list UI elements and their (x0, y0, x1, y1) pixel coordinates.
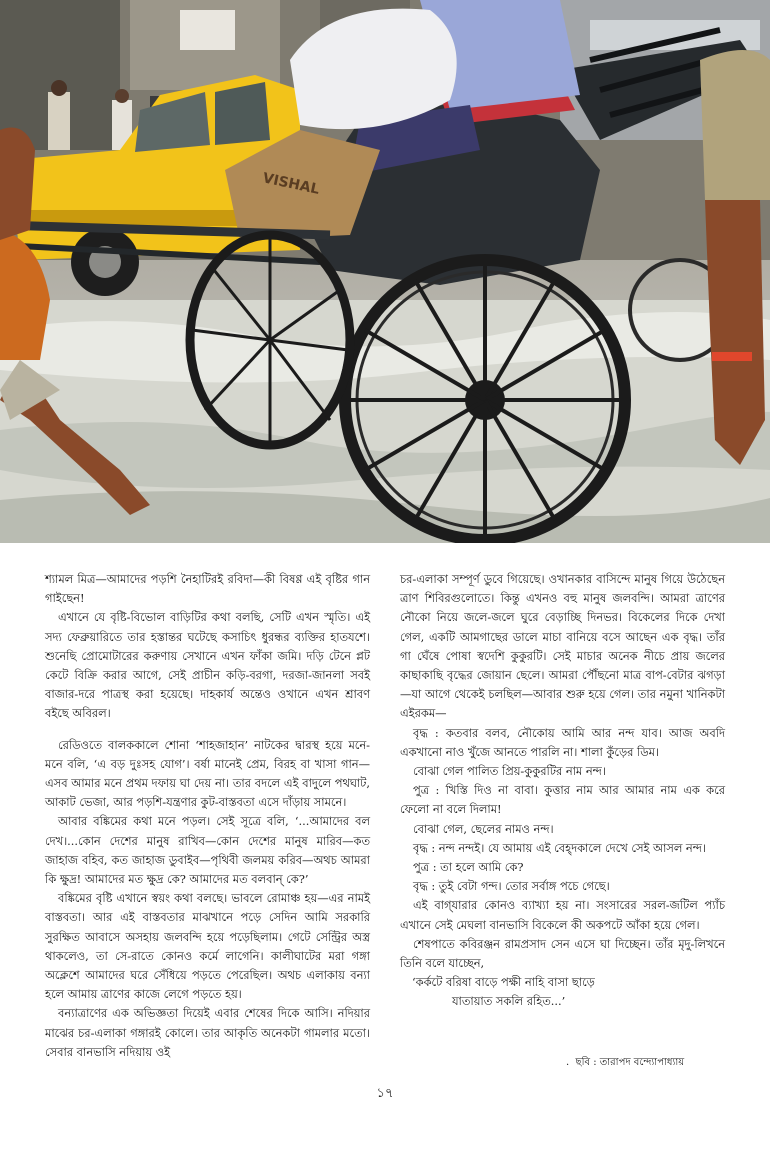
paragraph: বন্যাত্রাণের এক অভিজ্ঞতা দিয়েই এবার শেষের দিকে আসি। নদিয়ার মাঝের চর-এলাকা গঙ্গারই কোলে। তার আকৃতি অনেকটা গামলার মতো। সেবার বানভাসি নদিয়ায় ওই (45, 1006, 370, 1059)
dialogue-line: বৃদ্ধ : নন্দ নন্দই। যে আমায় এই বেহ্দকালে দেখে সেই আসল নন্দ। (413, 840, 706, 855)
article-body (45, 570, 725, 1070)
rickshaw-flood-photo (0, 0, 770, 543)
paragraph: শ্যামল মিত্র—আমাদের পড়শি নৈহাটিরই রবিদা—কী বিষণ্ণ এই বৃষ্টির গান গাইছেন! (45, 572, 370, 606)
paragraph: এখানে যে বৃষ্টি-বিভোল বাড়িটির কথা বলছি, সেটি এখন স্মৃতি। এই সদ্য ফেব্রুয়ারিতে তার হস্তান্তর ঘটেছে কসাচিৎ ধুরন্ধর ব্যক্তির হাতযশে। শুনেছি প্রোমোটারের করুণায় সেখানে এখন ফাঁকা জমি। দড়ি টেনে প্লট কেটে বিক্রি করার আগে, সেই প্রাচীন কড়ি-বরগা, দরজা-জানলা সবই বাজার-দরে পাত্রস্থ করা হয়েছে। দাহকার্য অন্তেও ওখানে এখন শ্রাবণ বইছে অবিরল। (45, 610, 370, 721)
paragraph: বোঝা গেল পালিত প্রিয়-কুকুরটির নাম নন্দ। (413, 764, 606, 779)
caption-bullet: . (566, 1057, 576, 1068)
dialogue-line: বৃদ্ধ : কতবার বলব, নৌকোয় আমি আর নন্দ যাব। আজ অবদি একখানো নাও খুঁজে আনতে পারলি না। শালা কুঁড়ের ডিম। (400, 725, 725, 759)
paragraph: চর-এলাকা সম্পূর্ণ ডুবে গিয়েছে। ওখানকার বাসিন্দে মানুষ গিয়ে উঠেছেন ত্রাণ শিবিরগুলোতে। কিন্তু এখনও বহু মানুষ জলবন্দি। আমরা ত্রাণের নৌকো নিয়ে জলে-জলে ঘুরে বেড়াচ্ছি দিনভর। বিকেলের দিকে দেখা গেল, একটি আমগাছের ডালে মাচা বানিয়ে বসে আছেন এক বৃদ্ধ। তাঁর গা ঘেঁষে পোষা স্বদেশি কুকুরটি। সেই মাচার অনেক নীচে প্রায় জলের কাছাকাছি বৃদ্ধের জোয়ান ছেলে। আমরা পৌঁছনো মাত্র বাপ-বেটার ঝগড়া—যা আগে থেকেই চলছিল—আবার শুরু হয়ে গেল। তার নমুনা খানিকটা এইরকম— (400, 572, 725, 721)
article-column-left (45, 570, 370, 1070)
dialogue-line: পুত্র : খিস্তি দিও না বাবা। কুত্তার নাম আর আমার নাম এক করে ফেলো না বলে দিলাম! (400, 783, 725, 817)
paragraph: বোঝা গেল, ছেলের নামও নন্দ। (413, 821, 554, 836)
paragraph: রেডিওতে বালককালে শোনা ‘শাহজাহান’ নাটকের দ্বারস্থ হয়ে মনে-মনে বলি, ‘এ বড় দুঃসহ যোগ’। বর্ষা মানেই প্রেম, বিরহ বা খাসা গান—এসব আমার মনে প্রথম দফায় ঘা দেয় না। তার বদলে এই বাদুলে পথঘাট, আকাট ভেজা, আর পড়শি-যন্ত্রণার কুট-বাস্তবতা এসে দাঁড়ায় সামনে। (45, 737, 370, 810)
sack-sign-text: VISHAL (261, 170, 321, 198)
dialogue-line: বৃদ্ধ : তুই বেটা গন্দ। তোর সর্বাঙ্গ পচে গেছে। (413, 879, 610, 894)
verse-line: ‘কর্কটে বরিষা বাড়ে পক্ষী নাহি বাসা ছাড়ে (412, 975, 595, 990)
page-number: ১৭ (376, 1086, 394, 1101)
paragraph: শেষপাতে কবিরঞ্জন রামপ্রসাদ সেন এসে ঘা দিচ্ছেন। তাঁর মৃদু-লিখনে তিনি বলে যাচ্ছেন, (400, 936, 725, 971)
verse-line: যাতায়াত সকলি রহিত...’ (452, 994, 566, 1009)
photo-credit-text: ছবি : তারাপদ বন্দ্যোপাধ্যায় (575, 1057, 685, 1068)
paragraph: বঙ্কিমের বৃষ্টি এখানে স্বয়ং কথা বলছে। ভাবলে রোমাঞ্চ হয়—এর নামই বাস্তবতা। আর এই বাস্তবতার মাঝখানে পড়ে সেদিন আমি সরকারি সুরক্ষিত আবাসে অসহায় জলবন্দি হয়ে পড়েছিলাম। গেটে সেন্ট্রির অস্ত্র থাকলেও, তা সে-রাতে কোনও কর্মে লাগেনি। কালীঘাটের মরা গঙ্গা অক্লেশে আমাদের ঘরে সেঁধিয়ে পড়তে পেরেছিল। অথচ এলাকায় বন্যা হলে আমায় ত্রাণের কাজে লেগে পড়তে হয়। (45, 891, 370, 1002)
dialogue-line: পুত্র : তা হলে আমি কে? (413, 860, 524, 875)
photo-credit (566, 1056, 684, 1070)
article-column-right (400, 570, 725, 1070)
paragraph: আবার বঙ্কিমের কথা মনে পড়ল। সেই সূত্রে বলি, ‘...আমাদের বল দেখ।...কোন দেশের মানুষ রাখিব—কোন দেশের মানুষ মারিব—কত জাহাজ বহিব, কত জাহাজ ডুবাইব—পৃথিবী জলময় করিব—অথচ আমরা কি ক্ষুদ্র! আমাদের মত ক্ষুদ্র কে? আমাদের মত বলবান্ কে?’ (45, 814, 370, 887)
paragraph: এই বাগ্‌যারার কোনও ব্যাখ্যা হয় না। সংসারের সরল-জটিল প্যাঁচ এখানে সেই মেঘলা বানভাসি বিকেলে কী অকপটে আঁকা হয়ে গেল। (400, 898, 725, 932)
